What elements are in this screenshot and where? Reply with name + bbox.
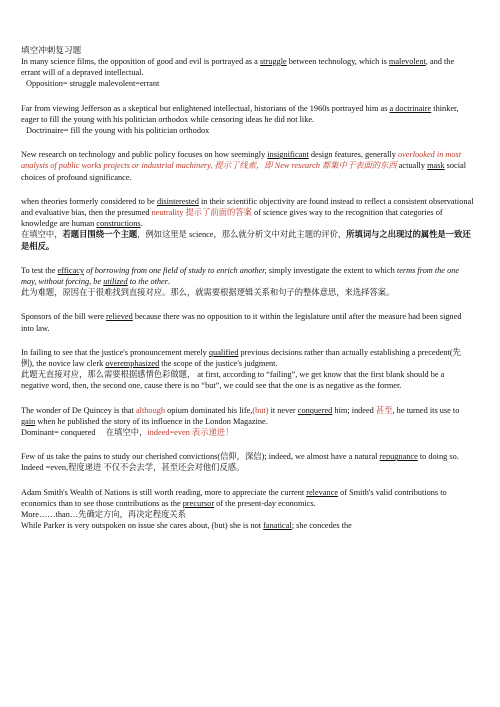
- question-6: [21, 311, 474, 333]
- q5-note: 此为难题，原因在于很难找到直接对应。那么，就需要根据逻辑关系和句子的整体意思，来选择答案。: [21, 288, 395, 298]
- q2-answer-doctrinaire: a doctrinaire: [389, 103, 432, 113]
- q3-hint-italic: overlooked in most analysis of public works projects or industrial machinery,: [21, 150, 462, 171]
- q5-text-b: simply investigate the extent to which: [266, 265, 397, 275]
- q4-text-a: when theories formerly considered to be: [21, 196, 157, 206]
- q4-text-b: in their scientific objectivity are found instead to reflect a consistent observational and evaluative bias, then the presumed: [21, 196, 474, 218]
- q5-answer-utilized: utilized: [103, 277, 128, 287]
- q10-text-a: Adam Smith's Wealth of Nations is still worth reading, more to appreciate the current: [21, 487, 307, 497]
- q11-text-a: While Parker is very outspoken on issue she cares about, (but) she is not: [21, 521, 264, 531]
- q2-note: Doctrinaire= fill the young with his politician orthodox: [26, 126, 210, 136]
- q1-answer-malevolent: malevolent: [388, 57, 426, 66]
- q8-answer-gain: gain: [21, 416, 36, 426]
- q11-text-b: ; she concedes the: [291, 521, 352, 531]
- q2-text-b: thinker, eager to fill the young with his politician orthodox while censoring ideas he did not like.: [21, 103, 459, 124]
- q1-text-b: between technology, which is: [286, 57, 389, 66]
- q4-hint-neutrality: neutrality 提示了前面的答案: [151, 208, 252, 218]
- q3-answer-insignificant: insignificant: [267, 150, 309, 160]
- question-2: [21, 103, 474, 137]
- q3-text-d: social choices of profound significance.: [21, 161, 467, 182]
- q7-answer-overemphasized: overemphasized: [105, 359, 160, 369]
- q4-text-d: .: [140, 219, 143, 229]
- q9-answer-repugnance: repugnance: [379, 452, 418, 462]
- q8-hint-although: although: [135, 405, 166, 415]
- q8-text-b: opium dominated his life,: [165, 405, 253, 415]
- q5-italic-2: terms from the one may, without forcing, be: [21, 265, 460, 287]
- q4-answer-constructions: constructions: [96, 219, 141, 229]
- q5-answer-efficacy: efficacy: [57, 265, 85, 275]
- q8-hint-shenzhi: 甚至: [375, 405, 393, 415]
- q8-text-c: it never: [268, 405, 298, 415]
- q7-text-a: In failing to see that the justice's pronouncement merely: [21, 347, 209, 357]
- q10-text-c: of the present-day economics.: [214, 498, 316, 508]
- q2-text-a: Far from viewing Jefferson as a skeptical but enlightened intellectual, historians of the 1960s portrayed him as: [21, 103, 390, 113]
- q3-text-b: design features, generally: [308, 150, 398, 160]
- question-5: [21, 265, 474, 299]
- q6-text-b: because there was no opposition to it within the legislature until after the measure had been signed into law.: [21, 312, 462, 333]
- q5-text-a: To test the: [21, 265, 58, 275]
- q5-text-c: .: [167, 277, 171, 287]
- question-7: [21, 347, 474, 392]
- question-9: [21, 451, 474, 473]
- q8-text-d: him; indeed: [332, 405, 376, 415]
- q3-hint-chinese: 提示了线索，即 New research 都集中于表面的东西: [212, 161, 397, 171]
- question-1: [21, 56, 474, 90]
- q7-text-c: the scope of the justice's judgment.: [159, 359, 278, 369]
- q4-text-c: of science gives way to the recognition that categories of knowledge are human: [21, 208, 443, 229]
- q5-italic-3: to the other: [127, 277, 168, 287]
- q8-answer-conquered: conquered: [297, 405, 333, 415]
- q4-note-d: 所填词与之出现过的属性是一致还是相反。: [21, 230, 471, 251]
- q6-answer-relieved: relieved: [106, 312, 133, 322]
- q10-text-b: of Smith's valid contributions to economics than to see those contributions as the: [21, 487, 447, 508]
- q7-text-b: previous decisions rather than actually establishing a precedent(先例), the novice law clerk: [21, 347, 461, 369]
- q3-text-c: actually: [396, 161, 428, 171]
- q1-text-a: In many science films, the opposition of good and evil is portrayed as a: [21, 57, 260, 66]
- q4-note-c: ，例如这里是 science，那么就分析文中对此主题的评价，: [137, 230, 347, 240]
- q8-note-b: 在填空中，: [105, 428, 148, 438]
- q9-text-b: to doing so.: [417, 452, 459, 462]
- question-10: [21, 487, 474, 532]
- q1-answer-struggle: struggle: [259, 57, 287, 66]
- q4-answer-disinterested: disinterested: [156, 196, 199, 206]
- q7-answer-qualified: qualified: [208, 347, 239, 357]
- q8-note-a: Dominant= conquered: [21, 428, 96, 438]
- q9-note: Indeed =even,程度递进 不仅不会去学，甚至还会对他们反感。: [21, 463, 245, 473]
- question-8: [21, 405, 474, 439]
- question-3: [21, 149, 474, 183]
- q8-note-c: indeed=even 表示递进！: [147, 428, 234, 438]
- q5-italic-1: of borrowing from one field of study to enrich another,: [84, 265, 267, 275]
- q3-answer-mask: mask: [427, 161, 445, 171]
- q10-note: More……than…先确定方向，再决定程度关系: [21, 510, 187, 520]
- q8-text-a: The wonder of De Quincey is that: [21, 405, 136, 415]
- q10-answer-relevance: relevance: [306, 487, 339, 497]
- q8-hint-but: (but): [252, 405, 269, 415]
- q3-text-a: New research on technology and public policy focuses on how seemingly: [21, 150, 268, 160]
- document-title: 填空冲刺复习题: [21, 45, 82, 55]
- q4-note-a: 在填空中，: [21, 230, 63, 240]
- q11-answer-fanatical: fanatical: [263, 521, 292, 531]
- q10-answer-precursor: precursor: [182, 498, 215, 508]
- question-4: [21, 196, 474, 252]
- q8-text-e: , he turned its use to: [392, 405, 460, 415]
- q7-note-zh: 此题无直接对应，那么需要根据感情色彩做题，: [21, 370, 196, 380]
- q4-note-b: 若题目围绕一个主题: [62, 230, 138, 240]
- q1-note: Opposition= struggle malevolent=errant: [26, 79, 160, 89]
- q7-note-en: at first, according to “failing”, we get know that the first blank should be a negative word, then, the second one, cause there is no “but”, we could see that the one is as negative as the former.: [21, 370, 445, 391]
- q8-text-f: when he published the story of its influence in the London Magazine.: [35, 416, 268, 426]
- q9-text-a: Few of us take the pains to study our cherished convictions(信仰，深信); indeed, we almost have a natural: [21, 452, 380, 462]
- q1-text-c: , and the errant will of a depraved intellectual.: [21, 57, 455, 78]
- q6-text-a: Sponsors of the bill were: [21, 312, 107, 322]
